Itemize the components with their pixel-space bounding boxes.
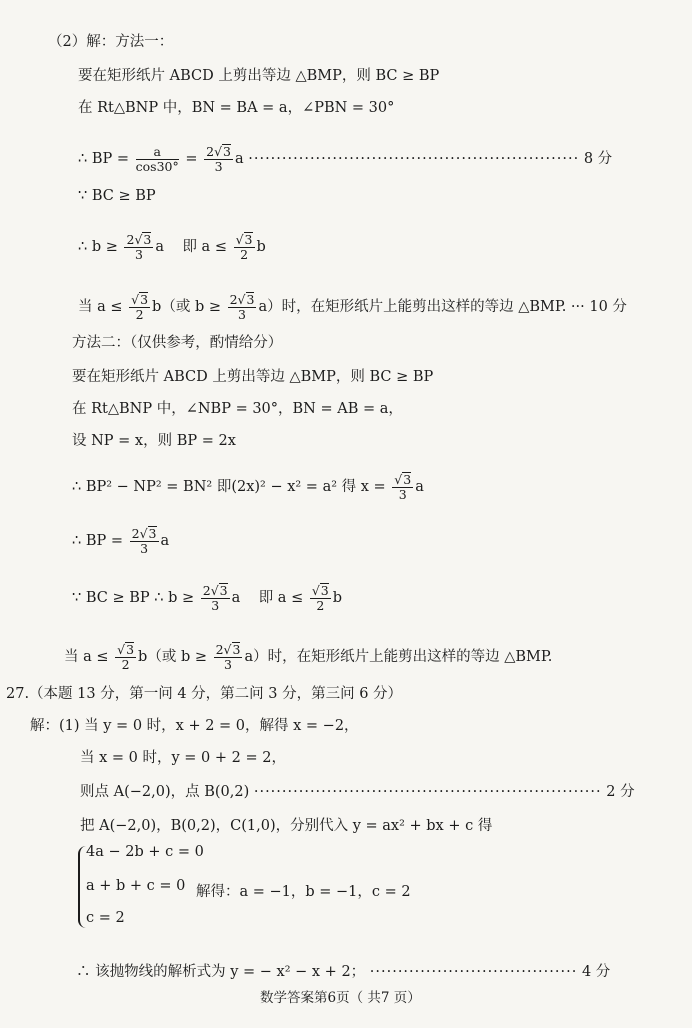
system-eq1: 4a − 2b + c = 0 (86, 844, 204, 860)
system-eq3: c = 2 (86, 910, 125, 926)
page-footer: 数学答案第6页（ 共7 页） (260, 990, 421, 1006)
q27-line5: ∴ 该抛物线的解析式为 y = − x² − x + 2； ····································· 4 分 (76, 964, 611, 980)
m1-line3: ∴ BP = $\frac{a}{\cos 30^\circ}$ = $\frac{2√3}{3}$ a ··························································· 8 分 (78, 143, 613, 174)
m1-line2: 在 Rt△BNP 中，BN = BA = a，∠PBN = 30° (78, 100, 395, 116)
q27-line2: 当 x = 0 时，y = 0 + 2 = 2， (80, 750, 286, 766)
system-eq2: a + b + c = 0 (86, 878, 186, 894)
m1-line5: ∴ b ≥ $\frac{2√3}{3}$ a 即 a ≤ $\frac{√3}{2}$ b (78, 232, 266, 262)
m1-line6: 当 a ≤ $\frac{√3}{2}$ b（或 b ≥ $\frac{2√3}{3}$ a）时，在矩形纸片上能剪出这样的等边 △BMP. ··· 10 分 (78, 292, 627, 322)
m2-line3: 设 NP = x，则 BP = 2x (72, 433, 236, 449)
part2-heading: （2）解：方法一： (48, 34, 174, 50)
q27-line4: 把 A(−2,0)，B(0,2)，C(1,0)，分别代入 y = ax² + bx + c 得 (80, 818, 493, 834)
m2-line6: ∵ BC ≥ BP ∴ b ≥ $\frac{2√3}{3}$ a 即 a ≤ $\frac{√3}{2}$ b (72, 583, 343, 613)
q27-title: 27.（本题 13 分，第一问 4 分，第二问 3 分，第三问 6 分） (6, 686, 403, 702)
m2-line4: ∴ BP² − NP² = BN² 即(2x)² − x² = a² 得 x = $\frac{√3}{3}$ a (72, 472, 424, 502)
m2-line7: 当 a ≤ $\frac{√3}{2}$ b（或 b ≥ $\frac{2√3}{3}$ a）时，在矩形纸片上能剪出这样的等边 △BMP. (64, 642, 553, 672)
q27-line1: 解：(1) 当 y = 0 时，x + 2 = 0，解得 x = −2， (30, 718, 359, 734)
system-solution: 解得：a = −1，b = −1，c = 2 (196, 884, 411, 900)
m2-line2: 在 Rt△BNP 中，∠NBP = 30°，BN = AB = a， (72, 401, 403, 417)
m2-line1: 要在矩形纸片 ABCD 上剪出等边 △BMP，则 BC ≥ BP (72, 369, 434, 385)
m1-line4: ∵ BC ≥ BP (78, 188, 156, 204)
m2-heading: 方法二：（仅供参考，酌情给分） (72, 335, 283, 351)
m1-line1: 要在矩形纸片 ABCD 上剪出等边 △BMP，则 BC ≥ BP (78, 68, 440, 84)
m2-line5: ∴ BP = $\frac{2√3}{3}$ a (72, 526, 170, 556)
q27-line3: 则点 A(−2,0)，点 B(0,2) ······························································ 2 分 (80, 784, 635, 800)
